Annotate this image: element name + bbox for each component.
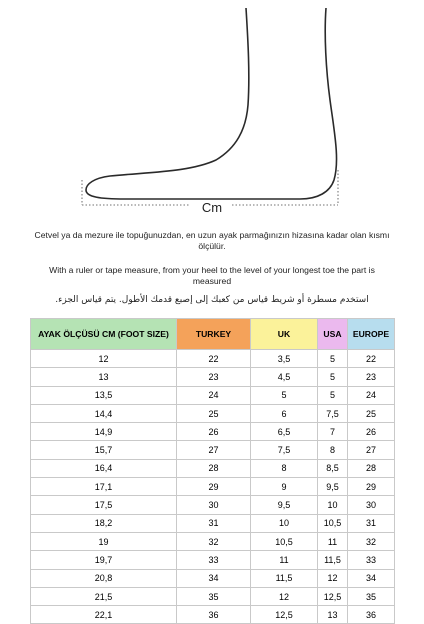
instruction-arabic: استخدم مسطرة أو شريط قياس من كعبك إلى إصبع قدمك الأطول. يتم قياس الجزء. bbox=[55, 295, 369, 305]
cell-turkey: 35 bbox=[177, 587, 251, 605]
cell-turkey: 25 bbox=[177, 404, 251, 422]
cell-usa: 8 bbox=[318, 441, 348, 459]
cell-usa: 5 bbox=[318, 386, 348, 404]
measure-label: Cm bbox=[201, 200, 223, 215]
cell-uk: 11 bbox=[251, 551, 318, 569]
cell-usa: 10,5 bbox=[318, 514, 348, 532]
cell-europe: 36 bbox=[348, 606, 395, 624]
cell-turkey: 28 bbox=[177, 459, 251, 477]
header-uk: UK bbox=[251, 319, 318, 350]
table-row bbox=[31, 514, 395, 532]
cell-turkey: 30 bbox=[177, 496, 251, 514]
cell-europe: 35 bbox=[348, 587, 395, 605]
cell-uk: 12,5 bbox=[251, 606, 318, 624]
table-header-row bbox=[31, 319, 395, 350]
cell-europe: 31 bbox=[348, 514, 395, 532]
cell-turkey: 32 bbox=[177, 532, 251, 550]
cell-usa: 12 bbox=[318, 569, 348, 587]
table-row bbox=[31, 569, 395, 587]
cell-foot-cm: 16,4 bbox=[31, 459, 177, 477]
cell-europe: 32 bbox=[348, 532, 395, 550]
table-row bbox=[31, 368, 395, 386]
table-row bbox=[31, 386, 395, 404]
cell-europe: 25 bbox=[348, 404, 395, 422]
cell-turkey: 22 bbox=[177, 350, 251, 368]
cell-turkey: 26 bbox=[177, 423, 251, 441]
cell-foot-cm: 22,1 bbox=[31, 606, 177, 624]
cell-uk: 9 bbox=[251, 478, 318, 496]
cell-foot-cm: 17,5 bbox=[31, 496, 177, 514]
size-conversion-table bbox=[30, 318, 395, 624]
cell-foot-cm: 21,5 bbox=[31, 587, 177, 605]
cell-europe: 27 bbox=[348, 441, 395, 459]
cell-foot-cm: 14,9 bbox=[31, 423, 177, 441]
cell-usa: 9,5 bbox=[318, 478, 348, 496]
table-row bbox=[31, 496, 395, 514]
cell-europe: 34 bbox=[348, 569, 395, 587]
cell-uk: 9,5 bbox=[251, 496, 318, 514]
header-turkey: TURKEY bbox=[177, 319, 251, 350]
cell-foot-cm: 19 bbox=[31, 532, 177, 550]
cell-foot-cm: 20,8 bbox=[31, 569, 177, 587]
instruction-turkish: Cetvel ya da mezure ile topuğunuzdan, en uzun ayak parmağınızın hizasına kadar olan kısmı ölçülür. bbox=[34, 230, 390, 251]
cell-usa: 12,5 bbox=[318, 587, 348, 605]
cell-europe: 33 bbox=[348, 551, 395, 569]
cell-europe: 24 bbox=[348, 386, 395, 404]
cell-turkey: 31 bbox=[177, 514, 251, 532]
cell-uk: 5 bbox=[251, 386, 318, 404]
cell-uk: 4,5 bbox=[251, 368, 318, 386]
foot-measurement-illustration bbox=[0, 0, 424, 228]
table-row bbox=[31, 350, 395, 368]
cell-usa: 5 bbox=[318, 368, 348, 386]
table-row bbox=[31, 404, 395, 422]
cell-foot-cm: 13,5 bbox=[31, 386, 177, 404]
cell-foot-cm: 19,7 bbox=[31, 551, 177, 569]
cell-uk: 8 bbox=[251, 459, 318, 477]
cell-usa: 5 bbox=[318, 350, 348, 368]
cell-uk: 3,5 bbox=[251, 350, 318, 368]
cell-foot-cm: 18,2 bbox=[31, 514, 177, 532]
cell-foot-cm: 15,7 bbox=[31, 441, 177, 459]
cell-usa: 11 bbox=[318, 532, 348, 550]
header-usa: USA bbox=[318, 319, 348, 350]
cell-europe: 30 bbox=[348, 496, 395, 514]
cell-usa: 13 bbox=[318, 606, 348, 624]
header-europe: EUROPE bbox=[348, 319, 395, 350]
cell-foot-cm: 12 bbox=[31, 350, 177, 368]
table-row bbox=[31, 423, 395, 441]
table-row bbox=[31, 441, 395, 459]
cell-turkey: 27 bbox=[177, 441, 251, 459]
cell-uk: 12 bbox=[251, 587, 318, 605]
cell-europe: 22 bbox=[348, 350, 395, 368]
cell-turkey: 33 bbox=[177, 551, 251, 569]
table-row bbox=[31, 606, 395, 624]
cell-turkey: 34 bbox=[177, 569, 251, 587]
cell-uk: 6 bbox=[251, 404, 318, 422]
cell-foot-cm: 17,1 bbox=[31, 478, 177, 496]
cell-usa: 8,5 bbox=[318, 459, 348, 477]
cell-usa: 7,5 bbox=[318, 404, 348, 422]
cell-uk: 7,5 bbox=[251, 441, 318, 459]
cell-europe: 26 bbox=[348, 423, 395, 441]
cell-uk: 10,5 bbox=[251, 532, 318, 550]
table-row bbox=[31, 459, 395, 477]
cell-turkey: 24 bbox=[177, 386, 251, 404]
cell-turkey: 29 bbox=[177, 478, 251, 496]
table-row bbox=[31, 551, 395, 569]
cell-usa: 7 bbox=[318, 423, 348, 441]
cell-europe: 28 bbox=[348, 459, 395, 477]
cell-uk: 6,5 bbox=[251, 423, 318, 441]
cell-europe: 29 bbox=[348, 478, 395, 496]
cell-turkey: 36 bbox=[177, 606, 251, 624]
cell-turkey: 23 bbox=[177, 368, 251, 386]
cell-usa: 11,5 bbox=[318, 551, 348, 569]
header-foot-size: AYAK ÖLÇÜSÜ CM (FOOT SIZE) bbox=[31, 319, 177, 350]
cell-usa: 10 bbox=[318, 496, 348, 514]
table-row bbox=[31, 478, 395, 496]
instruction-english: With a ruler or tape measure, from your heel to the level of your longest toe the part is measured bbox=[49, 265, 375, 286]
cell-foot-cm: 14,4 bbox=[31, 404, 177, 422]
cell-uk: 10 bbox=[251, 514, 318, 532]
cell-uk: 11,5 bbox=[251, 569, 318, 587]
cell-europe: 23 bbox=[348, 368, 395, 386]
table-row bbox=[31, 587, 395, 605]
table-row bbox=[31, 532, 395, 550]
foot-outline-icon bbox=[0, 0, 424, 228]
cell-foot-cm: 13 bbox=[31, 368, 177, 386]
